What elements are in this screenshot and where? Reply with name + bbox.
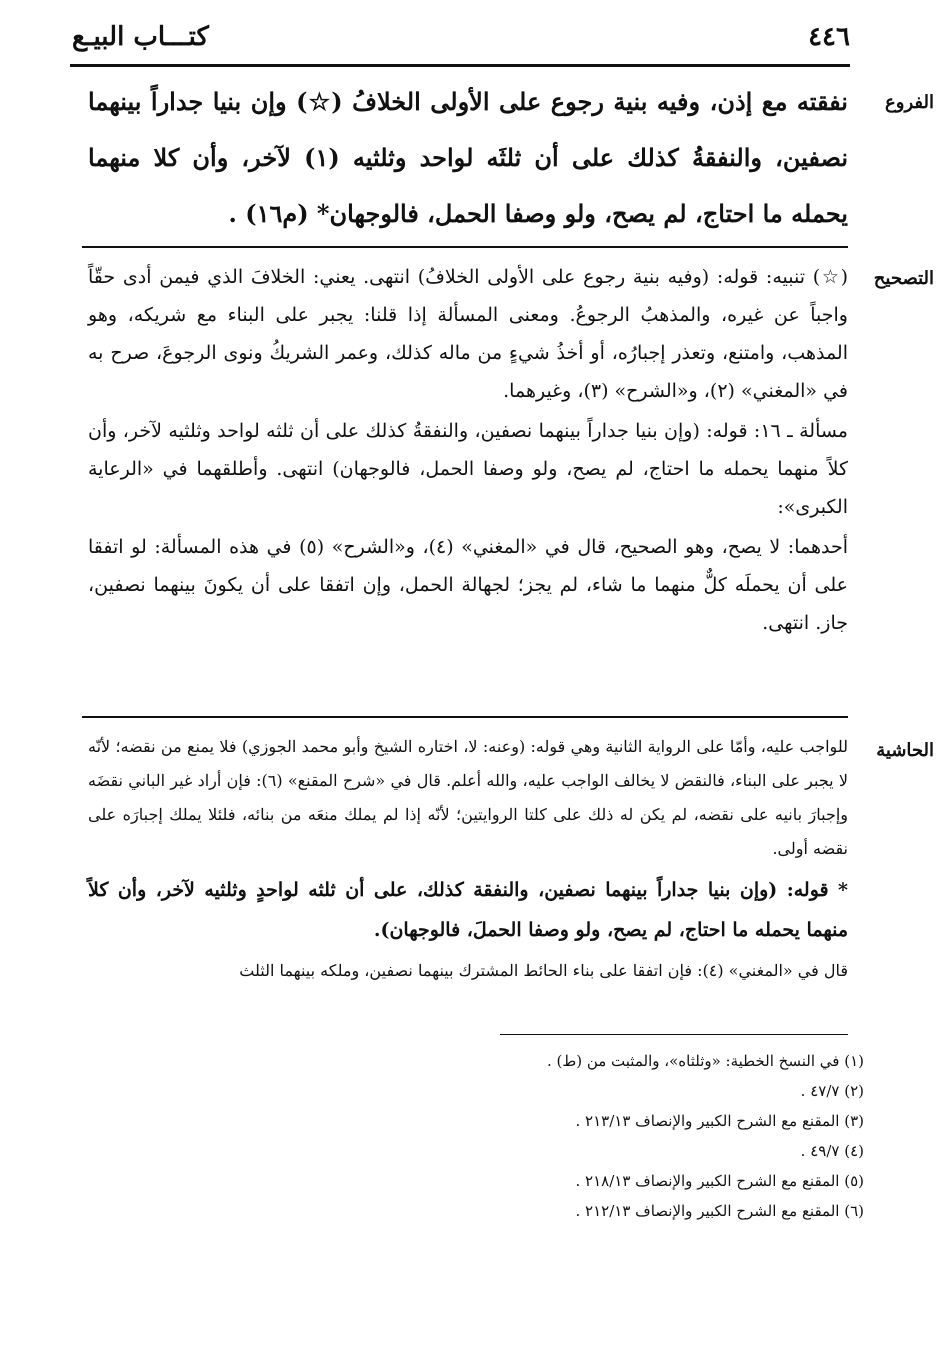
footnote: (٢) ٤٧/٧ . (800, 1082, 864, 1100)
hashiya-bold-paragraph: * قوله: (وإن بنيا جداراً بينهما نصفين، والنفقة كذلك، على أن ثلثه لواحدٍ وثلثيه لآخر، وأن كلاً منهما يحمله ما احتاج، لم يصح، ولو وصفا الحملَ، فالوجهان). (88, 879, 848, 941)
footnote-divider (500, 1034, 848, 1035)
tashih-body (88, 258, 848, 644)
tashih-paragraph: مسألة ـ ١٦: قوله: (وإن بنيا جداراً بينهما نصفين، والنفقةُ كذلك على أن ثلثه لواحد وثلثيه لآخر، وأن كلاً منهما يحمله ما احتاج، لم يصح، ولو وصفا الحمل، فالوجهان) انتهى. وأطلقهما في «الرعاية الكبرى»: (88, 420, 848, 518)
footnote: (١) في النسخ الخطية: «وثلثاه»، والمثبت من (ط) . (546, 1052, 864, 1070)
page-header (70, 18, 850, 58)
furoo-text: نفقته مع إذن، وفيه بنية رجوع على الأولى الخلافُ (☆) وإن بنيا جداراً بينهما نصفين، والنفقةُ كذلك على أن ثلثَه لواحد وثلثيه (١) لآخر، وأن كلا منهما يحمله ما احتاج، لم يصح، ولو وصفا الحمل، فالوجهان* (م١٦) . (88, 87, 848, 228)
tashih-paragraph: (☆) تنبيه: قوله: (وفيه بنية رجوع على الأولى الخلافُ) انتهى. يعني: الخلافَ الذي فيمن أدى حقّاً واجباً عن غيره، والمذهبُ الرجوعُ. ومعنى المسألة إذا قلنا: يجبر على البناء مع شريكه، وهو المذهب، وامتنع، وتعذر إجبارُه، أو أخذُ شيءٍ من ماله كذلك، وعمر الشريكُ ونوى الرجوعَ، صرح به في «المغني» (٢)، و«الشرح» (٣)، وغيرهما. (88, 266, 848, 402)
footnote: (٣) المقنع مع الشرح الكبير والإنصاف ٢١٣/١٣ . (575, 1112, 864, 1130)
book-title: كتـــاب البيـع (72, 22, 209, 52)
tashih-paragraph: أحدهما: لا يصح، وهو الصحيح، قال في «المغني» (٤)، و«الشرح» (٥) في هذه المسألة: لو اتفقا على أن يحملَه كلٌّ منهما ما شاء، لم يجز؛ لجهالة الحمل، وإن اتفقا على أن يكونَ بينهما نصفين، جاز. انتهى. (88, 536, 849, 634)
hashiya-paragraph: قال في «المغني» (٤): فإن اتفقا على بناء الحائط المشترك بينهما نصفين، وملكه بينهما الثلث (239, 961, 848, 980)
hashiya-label: الحاشية (876, 740, 934, 761)
section-divider-1 (82, 246, 848, 248)
section-divider-2 (82, 716, 848, 718)
furoo-label: الفروع (885, 92, 934, 113)
footnote: (٤) ٤٩/٧ . (800, 1142, 864, 1160)
footnotes (104, 1046, 864, 1226)
header-rule (70, 64, 850, 67)
footnote: (٦) المقنع مع الشرح الكبير والإنصاف ٢١٢/١٣ . (575, 1202, 864, 1220)
tashih-label: التصحيح (873, 268, 934, 289)
hashiya-body (88, 730, 848, 988)
footnote: (٥) المقنع مع الشرح الكبير والإنصاف ٢١٨/١٣ . (575, 1172, 864, 1190)
hashiya-paragraph: للواجب عليه، وأمّا على الرواية الثانية وهي قوله: (وعنه: لا، اختاره الشيخ وأبو محمد الجوزي) فلا يمنع من نقضه؛ لأنّه لا يجبر على البناء، فالنقض لا يخالف الواجب عليه، والله أعلم. قال في «شرح المقنع» (٦): فإن أراد غير الباني نقضَه وإجبارَ بانيه على نقضه، لم يكن له ذلك على كلتا الروايتين؛ لأنّه إذا لم يملك منعَه من بنائه، فلئلا يملك إجبارَه على نقضه أولى. (88, 737, 848, 858)
page-number: ٤٤٦ (808, 22, 850, 52)
